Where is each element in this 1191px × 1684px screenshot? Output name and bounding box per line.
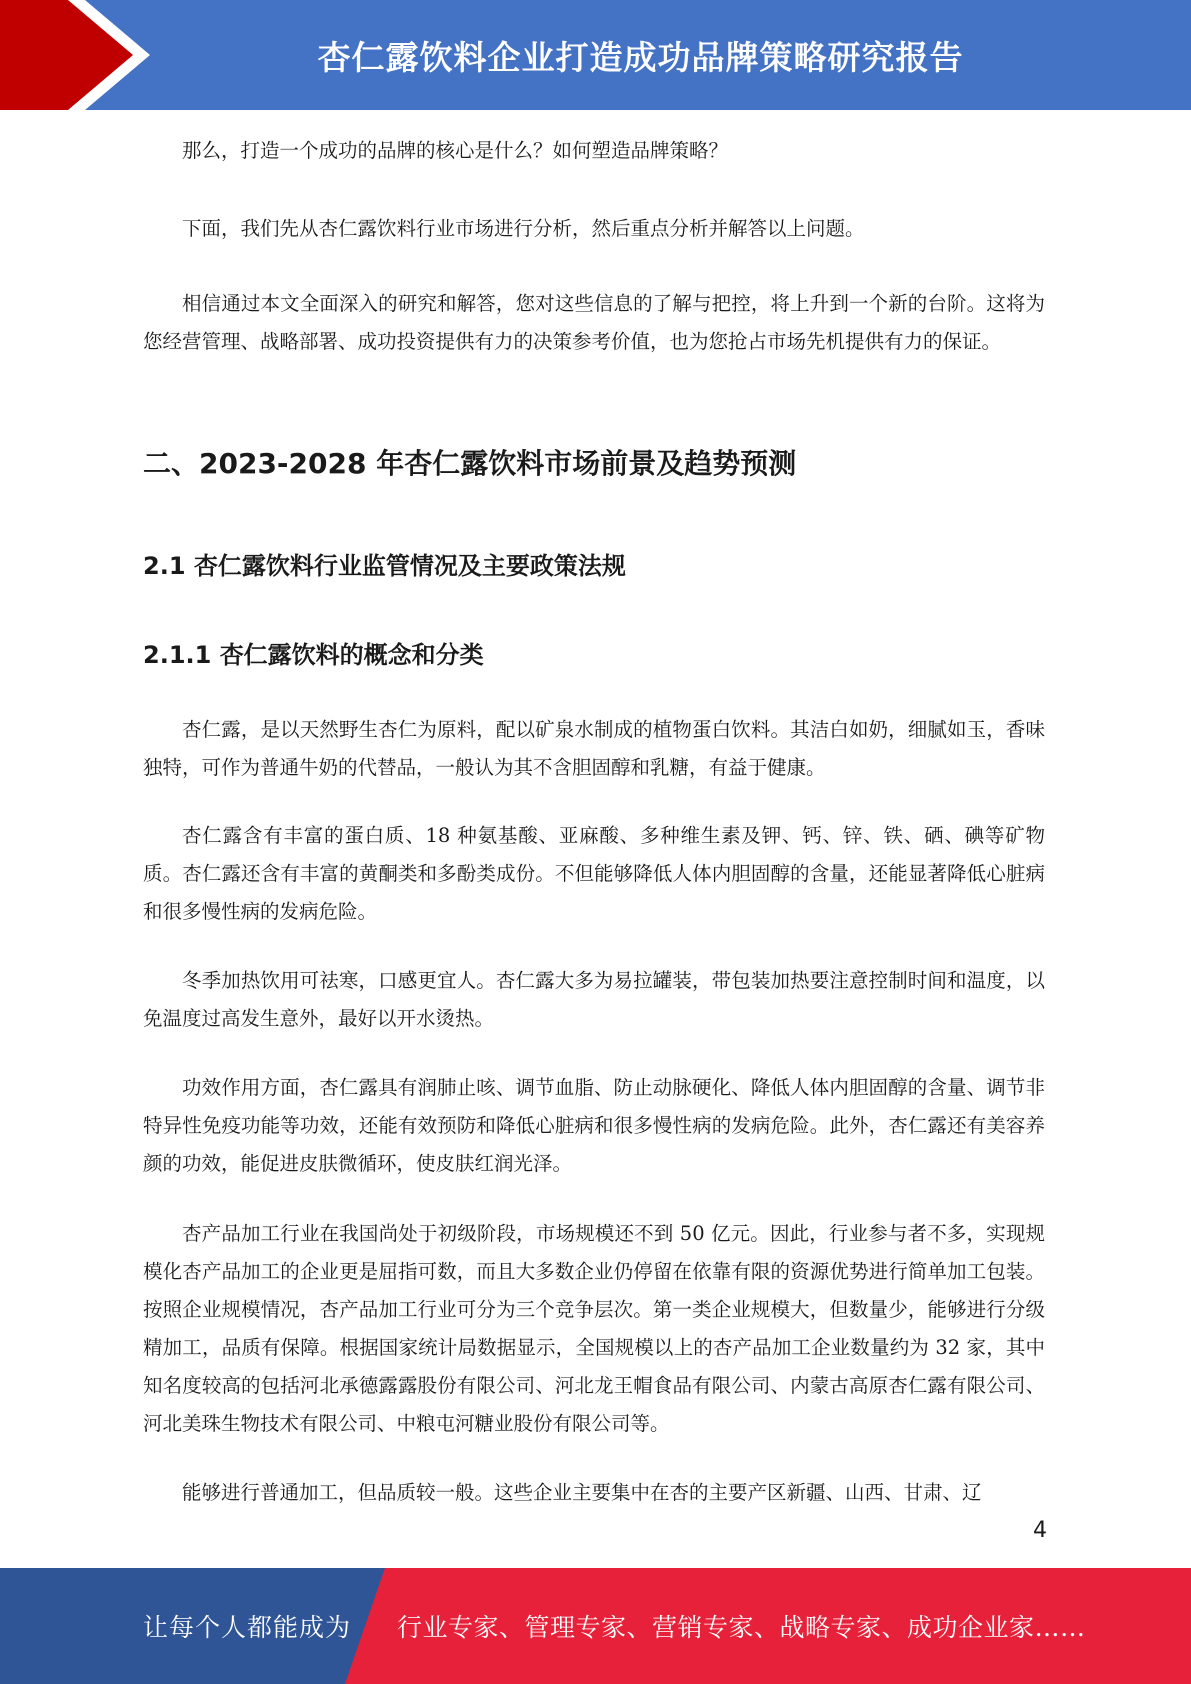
paragraph: 冬季加热饮用可祛寒，口感更宜人。杏仁露大多为易拉罐装，带包装加热要注意控制时间和温度，以免温度过高发生意外，最好以开水烫热。 (143, 969, 1045, 1030)
subsubsection-heading: 2.1.1 杏仁露饮料的概念和分类 (143, 641, 484, 669)
paragraph: 相信通过本文全面深入的研究和解答，您对这些信息的了解与把控，将上升到一个新的台阶。这将为您经营管理、战略部署、成功投资提供有力的决策参考价值，也为您抢占市场先机提供有力的保证。 (143, 292, 1045, 353)
footer-slogan-right: 行业专家、管理专家、营销专家、战略专家、成功企业家…… (397, 1613, 1086, 1642)
subsection-heading: 2.1 杏仁露饮料行业监管情况及主要政策法规 (143, 552, 626, 580)
section-heading: 二、2023-2028 年杏仁露饮料市场前景及趋势预测 (143, 447, 797, 480)
paragraph: 能够进行普通加工，但品质较一般。这些企业主要集中在杏的主要产区新疆、山西、甘肃、辽 (182, 1481, 982, 1504)
paragraph: 杏产品加工行业在我国尚处于初级阶段，市场规模还不到 50 亿元。因此，行业参与者不多，实现规模化杏产品加工的企业更是屈指可数，而且大多数企业仍停留在依靠有限的资源优势进行简单加工包装。按照企业规模情况，杏产品加工行业可分为三个竞争层次。第一类企业规模大，但数量少，能够进行分级精加工，品质有保障。根据国家统计局数据显示，全国规模以上的杏产品加工企业数量约为 32 家，其中知名度较高的包括河北承德露露股份有限公司、河北龙王帽食品有限公司、内蒙古高原杏仁露有限公司、河北美珠生物技术有限公司、中粮屯河糖业股份有限公司等。 (143, 1222, 1045, 1435)
paragraph: 杏仁露含有丰富的蛋白质、18 种氨基酸、亚麻酸、多种维生素及钾、钙、锌、铁、硒、碘等矿物质。杏仁露还含有丰富的黄酮类和多酚类成份。不但能够降低人体内胆固醇的含量，还能显著降低心脏病和很多慢性病的发病危险。 (143, 824, 1045, 923)
paragraph: 那么，打造一个成功的品牌的核心是什么？如何塑造品牌策略？ (182, 139, 729, 162)
footer-slogan-left: 让每个人都能成为 (143, 1613, 352, 1642)
paragraph: 下面，我们先从杏仁露饮料行业市场进行分析，然后重点分析并解答以上问题。 (182, 217, 865, 240)
footer-banner (0, 1568, 1191, 1684)
paragraph: 功效作用方面，杏仁露具有润肺止咳、调节血脂、防止动脉硬化、降低人体内胆固醇的含量、调节非特异性免疫功能等功效，还能有效预防和降低心脏病和很多慢性病的发病危险。此外，杏仁露还有美容养颜的功效，能促进皮肤微循环，使皮肤红润光泽。 (143, 1076, 1045, 1175)
paragraph: 杏仁露，是以天然野生杏仁为原料，配以矿泉水制成的植物蛋白饮料。其洁白如奶，细腻如玉，香味独特，可作为普通牛奶的代替品，一般认为其不含胆固醇和乳糖，有益于健康。 (143, 718, 1045, 779)
header-banner (0, 0, 1191, 110)
page-number: 4 (1033, 1518, 1047, 1543)
header-title: 杏仁露饮料企业打造成功品牌策略研究报告 (317, 37, 964, 77)
